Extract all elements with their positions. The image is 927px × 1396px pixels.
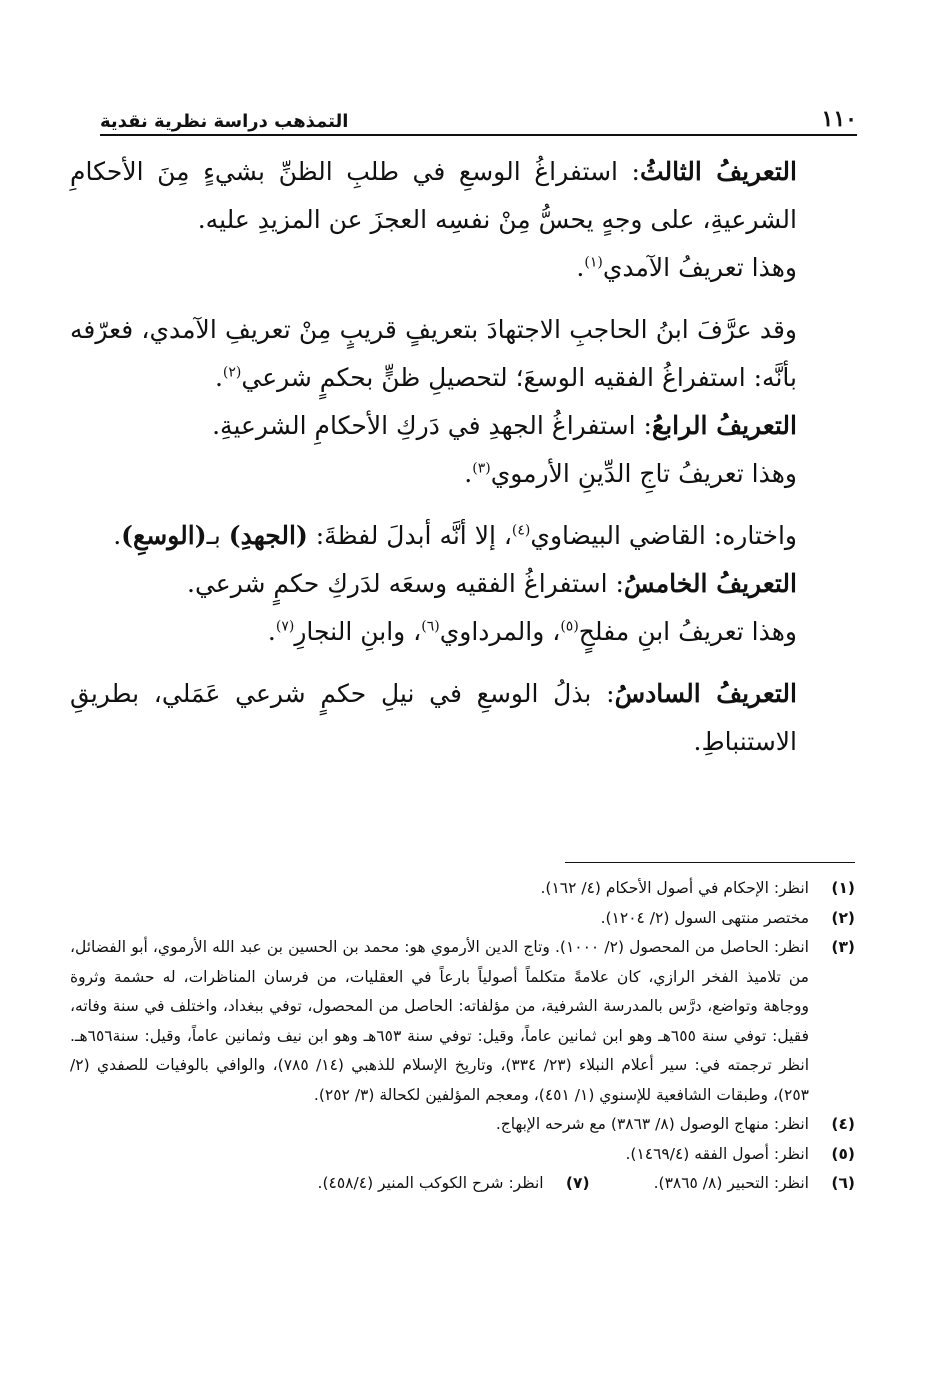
paragraph-text: وهذا تعريفُ تاجِ الدِّينِ الأرموي	[490, 459, 797, 488]
paragraph-ibn-hajib: وقد عرَّفَ ابنُ الحاجبِ الاجتهادَ بتعريفٍ قريبٍ مِنْ تعريفِ الآمدي، فعرّفه بأنَّه: استفراغُ الفقيه الوسعَ؛ لتحصيلِ ظنٍّ بحكمٍ شرعي$^{(٢)}$.	[70, 315, 797, 392]
footnote-text: انظر: أصول الفقه (١٤٦٩/٤).	[625, 1144, 809, 1163]
footnote-text: مختصر منتهى السول (٢/ ١٢٠٤).	[600, 908, 809, 927]
running-title: التمذهب دراسة نظرية نقدية	[100, 111, 349, 132]
paragraph-text: ، إلا أنَّه أبدلَ لفظةَ:	[307, 521, 512, 550]
paragraph-sixth-definition	[70, 670, 855, 766]
footnote-5	[70, 1140, 855, 1170]
footnote-ref[interactable]: (٣)	[472, 460, 491, 477]
paragraph-baydawi: واختاره: القاضي البيضاوي$^{(٤)}$، إلا أنَّه أبدلَ لفظةَ: (الجهدِ) بـ(الوسعِ).	[113, 521, 797, 550]
footnote-ref[interactable]: (٧)	[275, 618, 295, 635]
footnote-text: انظر: الإحكام في أصول الأحكام (٤/ ١٦٢).	[540, 879, 809, 897]
footnote-number: (٢)	[831, 908, 855, 927]
footnote-number: (١)	[831, 879, 855, 897]
footnote-ref[interactable]: (٢)	[222, 364, 242, 381]
paragraph-text: ، وابنِ النجارِ	[294, 617, 422, 646]
main-text	[70, 148, 855, 766]
footnote-4	[70, 1110, 855, 1140]
paragraph-text: وهذا تعريفُ ابنِ مفلحٍ	[578, 617, 797, 646]
paragraph-text: وهذا تعريفُ الآمدي	[602, 253, 797, 282]
paragraph-text: ، والمرداوي	[439, 617, 561, 646]
footnote-text: انظر: شرح الكوكب المنير (٤٥٨/٤).	[317, 1174, 544, 1192]
footnote-number: (٥)	[831, 1144, 855, 1163]
footnote-number: (٣)	[831, 938, 855, 956]
page-number: ١١٠	[821, 106, 857, 132]
footnote-7	[318, 1169, 590, 1199]
paragraph-text: : استفراغُ الجهدِ في دَركِ الأحكامِ الشرعيةِ.	[212, 411, 652, 440]
footnote-row	[70, 1169, 855, 1199]
paragraph-amidi: وهذا تعريفُ الآمدي$^{(١)}$.	[576, 253, 797, 282]
footnote-6	[654, 1169, 855, 1199]
paragraph-text: وقد عرَّفَ ابنُ الحاجبِ الاجتهادَ بتعريفٍ قريبٍ مِنْ تعريفِ الآمدي، فعرّفه بأنَّه: استفراغُ الفقيه الوسعَ؛ لتحصيلِ ظنٍّ بحكمٍ شرعي	[70, 315, 797, 392]
footnote-ref[interactable]: (٤)	[511, 522, 531, 539]
emphasized-word: (الجهدِ)	[228, 521, 308, 550]
footnote-2	[70, 904, 855, 934]
definition-heading: التعريفُ الثالثُ	[639, 157, 797, 186]
paragraph-ibn-muflih: وهذا تعريفُ ابنِ مفلحٍ$^{(٥)}$، والمرداوي$^{(٦)}$، وابنِ النجارِ$^{(٧)}$.	[267, 617, 797, 646]
footnote-ref[interactable]: (٥)	[560, 618, 579, 635]
footnote-ref[interactable]: (١)	[584, 254, 603, 271]
paragraph-text: واختاره: القاضي البيضاوي	[530, 521, 797, 550]
definition-heading: التعريفُ الخامسُ	[623, 569, 797, 598]
footnote-text: انظر: منهاج الوصول (٨/ ٣٨٦٣) مع شرحه الإبهاج.	[495, 1115, 809, 1133]
paragraph-text: : استفراغُ الفقيه وسعَه لدَركِ حكمٍ شرعي.	[187, 569, 624, 598]
footnotes	[70, 874, 855, 1199]
paragraph-armawi: وهذا تعريفُ تاجِ الدِّينِ الأرموي$^{(٣)}$.	[464, 459, 797, 488]
paragraph-text: : بذلُ الوسعِ في نيلِ حكمٍ شرعي عَمَلي، بطريقِ الاستنباطِ.	[70, 679, 797, 756]
footnote-separator	[565, 862, 855, 863]
footnote-number: (٦)	[831, 1174, 855, 1192]
definition-heading: التعريفُ الرابعُ	[651, 411, 797, 440]
paragraph-fourth-definition	[70, 402, 855, 450]
definition-heading: التعريفُ السادسُ	[614, 679, 797, 708]
footnote-ref[interactable]: (٦)	[421, 618, 440, 635]
footnote-3	[70, 933, 855, 1110]
footnote-number: (٤)	[831, 1115, 855, 1133]
footnote-text: انظر: الحاصل من المحصول (٢/ ١٠٠٠). وتاج الدين الأرموي هو: محمد بن الحسين بن عبد الله الأرموي، أبو الفضائل، من تلاميذ الفخر الرازي، كان علامةً متكلماً أصولياً بارعاً في العقليات، من فرسان المناظرات، له حشمة وثروة ووجاهة وتواضع، درَّس بالمدرسة الشرفية، من مؤلفاته: الحاصل من المحصول، توفي ببغداد، واختلف في سنة وفاته، فقيل: توفي سنة ٦٥٥هـ وهو ابن ثمانين عاماً، وقيل: توفي سنة ٦٥٣هـ وهو ابن نيف وثمانين عاماً، وقيل: سنة٦٥٦هـ. انظر ترجمته في: سير أعلام النبلاء (٢٣/ ٣٣٤)، وتاريخ الإسلام للذهبي (١٤/ ٧٨٥)، والوافي بالوفيات للصفدي (٢/ ٢٥٣)، وطبقات الشافعية للإسنوي (١/ ٤٥١)، ومعجم المؤلفين لكحالة (٣/ ٢٥٢).	[70, 938, 810, 1104]
footnote-text: انظر: التحبير (٨/ ٣٨٦٥).	[653, 1174, 809, 1192]
paragraph-fifth-definition	[70, 560, 855, 608]
footnote-number: (٧)	[565, 1174, 590, 1192]
paragraph-text: : استفراغُ الوسعِ في طلبِ الظنِّ بشيءٍ مِنَ الأحكامِ الشرعيةِ، على وجهٍ يحسُّ مِنْ نفسِه العجزَ عن المزيدِ عليه.	[70, 157, 797, 234]
page-header	[100, 98, 857, 132]
footnote-1	[70, 874, 855, 904]
paragraph-text: بـ	[206, 521, 229, 550]
paragraph-third-definition	[70, 148, 855, 244]
emphasized-word: (الوسعِ)	[121, 521, 207, 550]
header-rule	[100, 134, 857, 136]
